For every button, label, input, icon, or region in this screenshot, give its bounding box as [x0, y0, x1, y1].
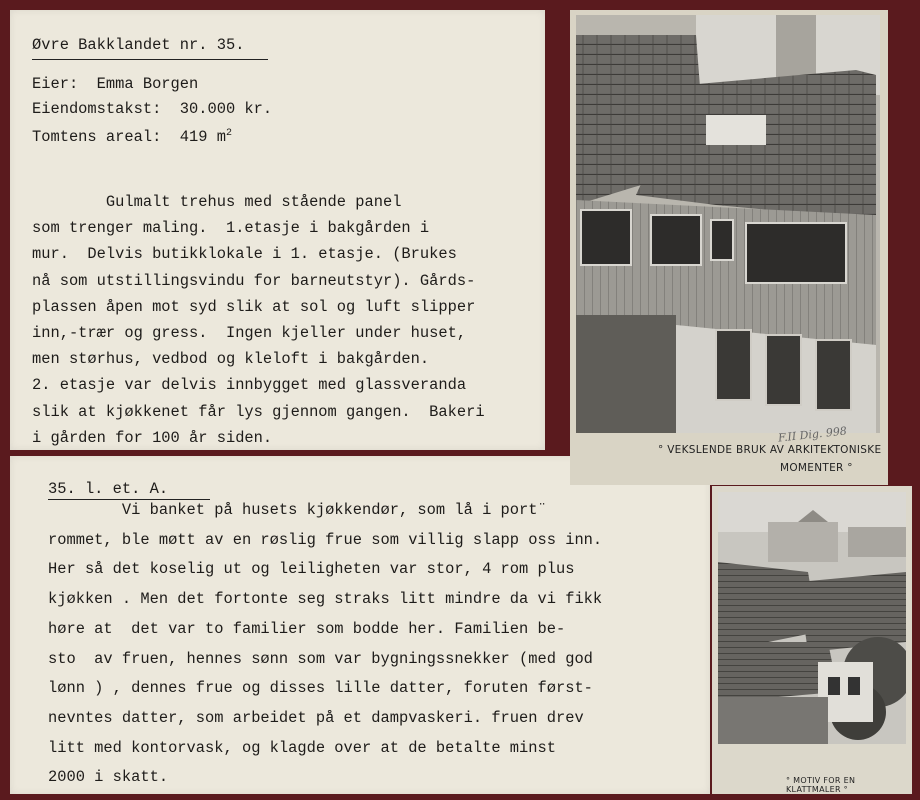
typed-line: 2000 i skatt.: [48, 768, 169, 787]
photo1-caption-line1: ° VEKSLENDE BRUK AV ARKITEKTONISKE: [658, 444, 882, 456]
typed-line: mur. Delvis butikklokale i 1. etasje. (Brukes: [32, 245, 457, 264]
typed-line: rommet, ble møtt av en røslig frue som villig slapp oss inn.: [48, 530, 603, 549]
typed-line: Her så det koselig ut og leiligheten var stor, 4 rom plus: [48, 560, 575, 579]
owner-line: Eier: Emma Borgen: [32, 75, 199, 93]
rooftops-photo-mount: [712, 486, 912, 794]
typed-line: inn,-trær og gress. Ingen kjeller under huset,: [32, 324, 467, 342]
photo1-caption-line2: MOMENTER °: [780, 462, 853, 474]
typed-line: lønn ) , dennes frue og disses lille datter, foruten først-: [48, 679, 593, 698]
area-superscript: 2: [225, 128, 232, 139]
archive-pencil-note: F.II Dig. 998: [777, 424, 848, 445]
tax-line: Eiendomstakst: 30.000 kr.: [32, 100, 273, 118]
typed-line: 2. etasje var delvis innbygget med glassveranda: [32, 376, 467, 395]
typed-line: kjøkken . Men det fortonte seg straks litt mindre da vi fikk: [48, 590, 603, 609]
typed-line: slik at kjøkkenet får lys gjennom gangen. Bakeri: [32, 402, 485, 421]
property-record-card: [10, 10, 545, 450]
typed-line: sto av fruen, hennes sønn som var bygningssnekker (med god: [48, 649, 593, 668]
typed-line: i gården for 100 år siden.: [32, 428, 273, 447]
typed-line: plassen åpen mot syd slik at sol og luft slipper: [32, 297, 476, 316]
card1-title: Øvre Bakklandet nr. 35.: [32, 36, 245, 54]
typed-line: høre at det var to familier som bodde her. Familien be-: [48, 619, 566, 638]
house-photo: [576, 15, 880, 433]
typed-line: som trenger maling. 1.etasje i bakgården i: [32, 219, 430, 238]
visit-notes-card: [10, 456, 710, 794]
typed-line: men størhus, vedbod og kleloft i bakgården.: [32, 350, 430, 369]
typed-line: nevntes datter, som arbeidet på et dampvaskeri. fruen drev: [48, 708, 584, 727]
area-value: Tomtens areal: 419 m: [32, 128, 226, 147]
card1-title-underline: [32, 59, 268, 60]
typed-line: nå som utstillingsvindu for barneutstyr). Gårds-: [32, 271, 476, 290]
typed-line: Vi banket på husets kjøkkendør, som lå i port¨: [48, 501, 547, 519]
typed-line: litt med kontorvask, og klagde over at de betalte minst: [48, 738, 556, 757]
typed-line: Gulmalt trehus med stående panel: [32, 193, 402, 211]
photo2-caption: ° MOTIV FOR EN KLATTMALER °: [786, 776, 856, 794]
card2-title: 35. l. et. A.: [48, 480, 169, 498]
area-line: [32, 123, 232, 148]
rooftops-photo: [718, 492, 906, 744]
house-photo-mount: [570, 10, 888, 485]
